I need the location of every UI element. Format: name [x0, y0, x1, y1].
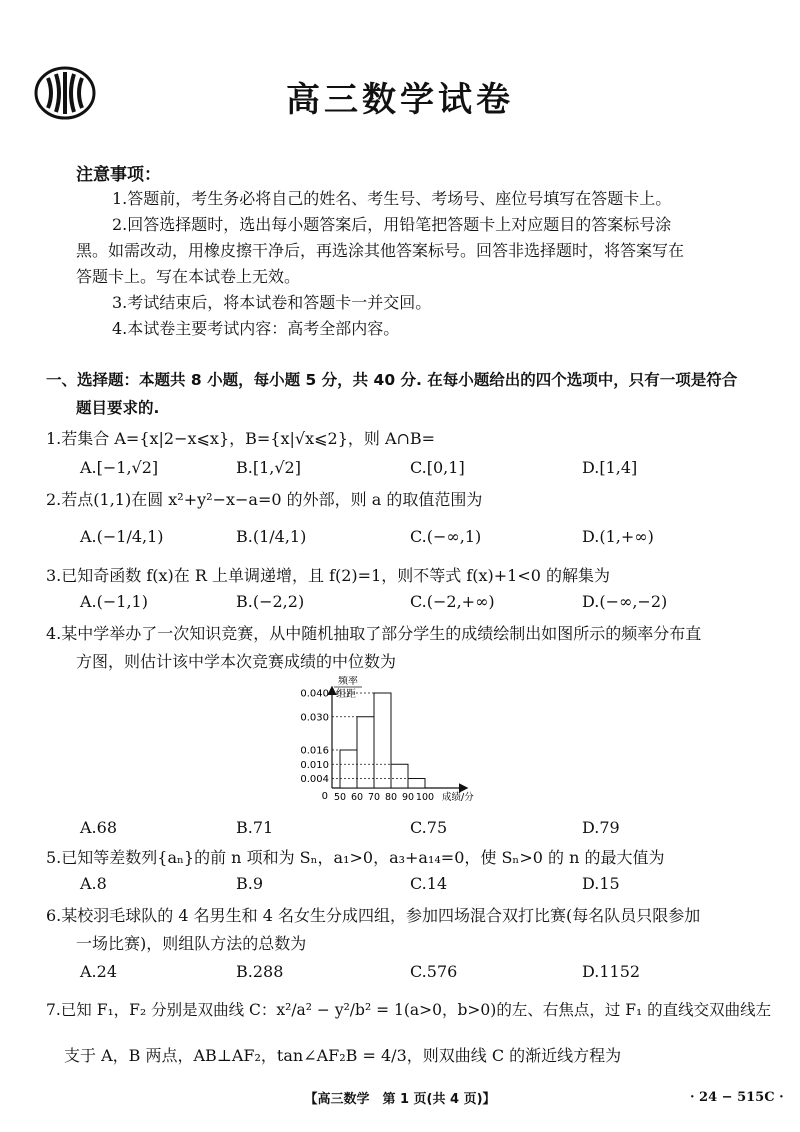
section-heading: 一、选择题：本题共 8 小题，每小题 5 分，共 40 分. 在每小题给出的四个选项中，只有一项是符合 [46, 371, 738, 389]
x-axis-label: 成绩/分 [442, 792, 474, 803]
x-tick-label: 90 [401, 792, 415, 803]
notice-line-3: 黑。如需改动，用橡皮擦干净后，再选涂其他答案标号。回答非选择题时，将答案写在 [76, 241, 685, 260]
x-tick-label: 60 [350, 792, 364, 803]
histogram-bar [374, 693, 391, 788]
y-tick-label: 0.040 [300, 688, 329, 700]
question-5-option-c[interactable]: C.14 [410, 874, 448, 893]
question-2-option-d[interactable]: D.(1,+∞) [582, 527, 654, 546]
question-1-stem: 1.若集合 A={x|2−x⩽x}，B={x|√x⩽2}，则 A∩B= [46, 429, 436, 448]
question-5-option-b[interactable]: B.9 [236, 874, 264, 893]
x-tick-label: 80 [384, 792, 398, 803]
question-2-option-b[interactable]: B.(1/4,1) [236, 527, 307, 546]
question-3-option-a[interactable]: A.(−1,1) [80, 592, 148, 611]
notice-line-2: 2.回答选择题时，选出每小题答案后，用铅笔把答题卡上对应题目的答案标号涂 [112, 215, 672, 234]
y-tick-label: 0.010 [300, 759, 329, 771]
question-6-option-b[interactable]: B.288 [236, 962, 284, 981]
question-4-option-a[interactable]: A.68 [80, 818, 117, 837]
question-7-stem: 7.已知 F₁，F₂ 分别是双曲线 C：x²/a² − y²/b² = 1(a>0，b>0)的左、右焦点，过 F₁ 的直线交双曲线左 [46, 1001, 772, 1019]
histogram-bar [340, 750, 357, 788]
question-1-option-c[interactable]: C.[0,1] [410, 458, 465, 477]
notice-line-6: 4.本试卷主要考试内容：高考全部内容。 [112, 319, 400, 338]
y-axis-label-top: 频率 [338, 676, 358, 687]
y-tick-label: 0.030 [300, 712, 329, 724]
page-title: 高三数学试卷 [286, 80, 514, 120]
question-3-stem: 3.已知奇函数 f(x)在 R 上单调递增，且 f(2)=1，则不等式 f(x)+1<0 的解集为 [46, 566, 611, 585]
histogram-bar [408, 779, 425, 789]
question-1-option-b[interactable]: B.[1,√2] [236, 458, 301, 477]
question-6-stem-cont: 一场比赛)，则组队方法的总数为 [76, 934, 307, 953]
question-4-stem: 4.某中学举办了一次知识竞赛，从中随机抽取了部分学生的成绩绘制出如图所示的频率分布直 [46, 624, 702, 643]
notice-line-4: 答题卡上。写在本试卷上无效。 [76, 267, 301, 286]
notice-heading: 注意事项： [76, 165, 161, 185]
question-4-option-b[interactable]: B.71 [236, 818, 274, 837]
question-5-option-d[interactable]: D.15 [582, 874, 620, 893]
question-3-option-d[interactable]: D.(−∞,−2) [582, 592, 668, 611]
y-tick-label: 0.004 [300, 774, 329, 785]
question-1-option-a[interactable]: A.[−1,√2] [80, 458, 159, 477]
notice-line-5: 3.考试结束后，将本试卷和答题卡一并交回。 [112, 293, 432, 312]
paper-code: · 24 − 515C · [690, 1090, 784, 1105]
question-4-option-c[interactable]: C.75 [410, 818, 448, 837]
x-tick-label: 100 [415, 792, 435, 803]
question-7-stem-cont: 支于 A，B 两点，AB⊥AF₂，tan∠AF₂B = 4/3，则双曲线 C 的渐近线方程为 [64, 1046, 622, 1065]
page-footer: 【高三数学 第 1 页(共 4 页)】 [304, 1092, 496, 1107]
y-axis-label-bottom: 组距 [336, 689, 356, 700]
question-6-stem: 6.某校羽毛球队的 4 名男生和 4 名女生分成四组，参加四场混合双打比赛(每名队员只限参加 [46, 906, 701, 925]
histogram-bar [357, 717, 374, 788]
question-2-option-a[interactable]: A.(−1/4,1) [80, 527, 164, 546]
histogram-chart [290, 676, 510, 812]
question-1-option-d[interactable]: D.[1,4] [582, 458, 638, 477]
y-tick-label: 0.016 [300, 745, 329, 757]
histogram-bar [391, 764, 408, 788]
notice-line-1: 1.答题前，考生务必将自己的姓名、考生号、考场号、座位号填写在答题卡上。 [112, 189, 672, 208]
question-6-option-d[interactable]: D.1152 [582, 962, 641, 981]
x-tick-label: 50 [333, 792, 347, 803]
question-2-option-c[interactable]: C.(−∞,1) [410, 527, 482, 546]
question-5-option-a[interactable]: A.8 [80, 874, 107, 893]
question-6-option-a[interactable]: A.24 [80, 962, 117, 981]
question-5-stem: 5.已知等差数列{aₙ}的前 n 项和为 Sₙ，a₁>0，a₃+a₁₄=0，使 Sₙ>0 的 n 的最大值为 [46, 848, 665, 867]
question-3-option-c[interactable]: C.(−2,+∞) [410, 592, 495, 611]
question-4-stem-cont: 方图，则估计该中学本次竞赛成绩的中位数为 [76, 652, 397, 671]
question-4-option-d[interactable]: D.79 [582, 818, 620, 837]
origin-label: 0 [321, 791, 328, 802]
question-3-option-b[interactable]: B.(−2,2) [236, 592, 305, 611]
x-tick-label: 70 [367, 792, 381, 803]
section-heading-cont: 题目要求的. [76, 399, 160, 417]
question-6-option-c[interactable]: C.576 [410, 962, 458, 981]
question-2-stem: 2.若点(1,1)在圆 x²+y²−x−a=0 的外部，则 a 的取值范围为 [46, 490, 483, 509]
